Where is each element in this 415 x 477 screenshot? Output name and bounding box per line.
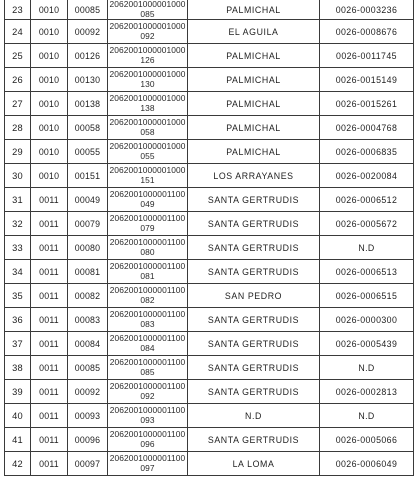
- cadastral-number-cell: [108, 92, 188, 116]
- row-number-cell: 34: [5, 260, 31, 284]
- table-row: [5, 44, 414, 68]
- table-row: [5, 380, 414, 404]
- sector-code-cell: 0011: [31, 284, 68, 308]
- table-row: [5, 140, 414, 164]
- parcel-code-cell: 00126: [68, 44, 108, 68]
- vereda-cell: PALMICHAL: [188, 116, 320, 140]
- sector-code-cell: 0011: [31, 428, 68, 452]
- table-row: [5, 116, 414, 140]
- property-table: [4, 0, 414, 476]
- vereda-cell: EL AGUILA: [188, 20, 320, 44]
- table-row: [5, 92, 414, 116]
- parcel-code-cell: 00092: [68, 380, 108, 404]
- matricula-cell: 0026-0000300: [320, 308, 414, 332]
- row-number-cell: 25: [5, 44, 31, 68]
- table-row: [5, 212, 414, 236]
- sector-code-cell: 0010: [31, 20, 68, 44]
- cadastral-number-suffix: 058: [140, 126, 155, 137]
- table-row: [5, 428, 414, 452]
- table-row: [5, 356, 414, 380]
- sector-code-cell: 0010: [31, 44, 68, 68]
- cadastral-number-cell: [108, 236, 188, 260]
- cadastral-number-suffix: 083: [140, 318, 155, 329]
- row-number-cell: 32: [5, 212, 31, 236]
- parcel-code-cell: 00092: [68, 20, 108, 44]
- table-row: [5, 452, 414, 476]
- table-row: [5, 236, 414, 260]
- cadastral-number-suffix: 151: [140, 174, 155, 185]
- matricula-cell: 0026-0005066: [320, 428, 414, 452]
- parcel-code-cell: 00130: [68, 68, 108, 92]
- parcel-code-cell: 00085: [68, 356, 108, 380]
- parcel-code-cell: 00083: [68, 308, 108, 332]
- sector-code-cell: 0010: [31, 68, 68, 92]
- cadastral-number-line: 2062001000001000: [109, 69, 186, 80]
- sector-code-cell: 0011: [31, 356, 68, 380]
- table-row: [5, 188, 414, 212]
- row-number-cell: 23: [5, 0, 31, 20]
- cadastral-number-line: 2062001000001000: [109, 93, 186, 104]
- cadastral-number-suffix: 096: [140, 438, 155, 449]
- row-number-cell: 37: [5, 332, 31, 356]
- sector-code-cell: 0010: [31, 92, 68, 116]
- parcel-code-cell: 00058: [68, 116, 108, 140]
- vereda-cell: PALMICHAL: [188, 92, 320, 116]
- table-row: [5, 308, 414, 332]
- parcel-code-cell: 00080: [68, 236, 108, 260]
- cadastral-number-line: 2062001000001100: [109, 381, 186, 392]
- cadastral-number-line: 2062001000001100: [109, 285, 186, 296]
- matricula-cell: 0026-0005439: [320, 332, 414, 356]
- parcel-code-cell: 00055: [68, 140, 108, 164]
- vereda-cell: SANTA GERTRUDIS: [188, 308, 320, 332]
- row-number-cell: 42: [5, 452, 31, 476]
- cadastral-number-cell: [108, 284, 188, 308]
- cadastral-number-line: 2062001000001000: [109, 21, 186, 32]
- cadastral-number-cell: [108, 164, 188, 188]
- cadastral-number-line: 2062001000001000: [109, 141, 186, 152]
- sector-code-cell: 0011: [31, 188, 68, 212]
- vereda-cell: SANTA GERTRUDIS: [188, 356, 320, 380]
- table-row: [5, 20, 414, 44]
- sector-code-cell: 0010: [31, 116, 68, 140]
- parcel-code-cell: 00049: [68, 188, 108, 212]
- matricula-cell: 0026-0006515: [320, 284, 414, 308]
- sector-code-cell: 0010: [31, 164, 68, 188]
- row-number-cell: 40: [5, 404, 31, 428]
- matricula-cell: 0026-0011745: [320, 44, 414, 68]
- row-number-cell: 36: [5, 308, 31, 332]
- matricula-cell: 0026-0015261: [320, 92, 414, 116]
- cadastral-number-suffix: 079: [140, 222, 155, 233]
- cadastral-number-cell: [108, 140, 188, 164]
- vereda-cell: PALMICHAL: [188, 68, 320, 92]
- table-row: [5, 332, 414, 356]
- cadastral-number-line: 2062001000001100: [109, 357, 186, 368]
- sector-code-cell: 0011: [31, 452, 68, 476]
- matricula-cell: 0026-0006049: [320, 452, 414, 476]
- cadastral-number-cell: [108, 0, 188, 20]
- matricula-cell: N.D: [320, 356, 414, 380]
- cadastral-number-line: 2062001000001000: [109, 117, 186, 128]
- cadastral-number-suffix: 049: [140, 198, 155, 209]
- cadastral-number-cell: [108, 260, 188, 284]
- cadastral-number-line: 2062001000001100: [109, 405, 186, 416]
- cadastral-number-suffix: 093: [140, 414, 155, 425]
- vereda-cell: PALMICHAL: [188, 0, 320, 20]
- row-number-cell: 27: [5, 92, 31, 116]
- row-number-cell: 38: [5, 356, 31, 380]
- parcel-code-cell: 00097: [68, 452, 108, 476]
- cadastral-number-line: 2062001000001100: [109, 333, 186, 344]
- sector-code-cell: 0010: [31, 140, 68, 164]
- row-number-cell: 35: [5, 284, 31, 308]
- parcel-code-cell: 00085: [68, 0, 108, 20]
- parcel-code-cell: 00079: [68, 212, 108, 236]
- table-row: [5, 164, 414, 188]
- cadastral-number-suffix: 130: [140, 78, 155, 89]
- row-number-cell: 39: [5, 380, 31, 404]
- cadastral-number-suffix: 082: [140, 294, 155, 305]
- parcel-code-cell: 00082: [68, 284, 108, 308]
- vereda-cell: PALMICHAL: [188, 44, 320, 68]
- matricula-cell: 0026-0006512: [320, 188, 414, 212]
- cadastral-number-suffix: 126: [140, 54, 155, 65]
- vereda-cell: LOS ARRAYANES: [188, 164, 320, 188]
- matricula-cell: 0026-0005672: [320, 212, 414, 236]
- parcel-code-cell: 00081: [68, 260, 108, 284]
- vereda-cell: SANTA GERTRUDIS: [188, 212, 320, 236]
- sector-code-cell: 0011: [31, 236, 68, 260]
- matricula-cell: 0026-0008676: [320, 20, 414, 44]
- vereda-cell: SAN PEDRO: [188, 284, 320, 308]
- table-row: [5, 404, 414, 428]
- cadastral-number-cell: [108, 20, 188, 44]
- cadastral-number-suffix: 085: [140, 366, 155, 377]
- parcel-code-cell: 00093: [68, 404, 108, 428]
- cadastral-number-line: 2062001000001000: [109, 165, 186, 176]
- parcel-code-cell: 00151: [68, 164, 108, 188]
- matricula-cell: N.D: [320, 236, 414, 260]
- cadastral-number-suffix: 055: [140, 150, 155, 161]
- table-row: [5, 68, 414, 92]
- sector-code-cell: 0011: [31, 404, 68, 428]
- row-number-cell: 29: [5, 140, 31, 164]
- vereda-cell: N.D: [188, 404, 320, 428]
- sector-code-cell: 0011: [31, 332, 68, 356]
- cadastral-number-line: 2062001000001100: [109, 213, 186, 224]
- row-number-cell: 31: [5, 188, 31, 212]
- cadastral-number-suffix: 138: [140, 102, 155, 113]
- cadastral-number-cell: [108, 404, 188, 428]
- table-row: [5, 260, 414, 284]
- cadastral-number-cell: [108, 308, 188, 332]
- vereda-cell: PALMICHAL: [188, 140, 320, 164]
- matricula-cell: 0026-0003236: [320, 0, 414, 20]
- cadastral-number-cell: [108, 428, 188, 452]
- cadastral-number-cell: [108, 332, 188, 356]
- cadastral-number-line: 2062001000001000: [109, 0, 186, 9]
- cadastral-number-line: 2062001000001100: [109, 189, 186, 200]
- cadastral-number-cell: [108, 380, 188, 404]
- row-number-cell: 26: [5, 68, 31, 92]
- matricula-cell: 0026-0015149: [320, 68, 414, 92]
- vereda-cell: SANTA GERTRUDIS: [188, 380, 320, 404]
- parcel-code-cell: 00084: [68, 332, 108, 356]
- cadastral-number-cell: [108, 356, 188, 380]
- sector-code-cell: 0010: [31, 0, 68, 20]
- row-number-cell: 28: [5, 116, 31, 140]
- cadastral-number-suffix: 085: [140, 8, 155, 19]
- cadastral-number-cell: [108, 116, 188, 140]
- row-number-cell: 33: [5, 236, 31, 260]
- cadastral-number-line: 2062001000001100: [109, 429, 186, 440]
- cadastral-number-line: 2062001000001100: [109, 309, 186, 320]
- cadastral-number-suffix: 080: [140, 246, 155, 257]
- matricula-cell: 0026-0002813: [320, 380, 414, 404]
- cadastral-number-suffix: 097: [140, 462, 155, 473]
- sector-code-cell: 0011: [31, 380, 68, 404]
- table-row: [5, 284, 414, 308]
- matricula-cell: 0026-0006835: [320, 140, 414, 164]
- matricula-cell: 0026-0006513: [320, 260, 414, 284]
- cadastral-number-line: 2062001000001100: [109, 237, 186, 248]
- parcel-code-cell: 00138: [68, 92, 108, 116]
- cadastral-number-suffix: 084: [140, 342, 155, 353]
- vereda-cell: SANTA GERTRUDIS: [188, 236, 320, 260]
- matricula-cell: N.D: [320, 404, 414, 428]
- row-number-cell: 30: [5, 164, 31, 188]
- vereda-cell: SANTA GERTRUDIS: [188, 260, 320, 284]
- vereda-cell: LA LOMA: [188, 452, 320, 476]
- cadastral-number-cell: [108, 44, 188, 68]
- matricula-cell: 0026-0004768: [320, 116, 414, 140]
- cadastral-number-suffix: 081: [140, 270, 155, 281]
- cadastral-number-suffix: 092: [140, 30, 155, 41]
- vereda-cell: SANTA GERTRUDIS: [188, 188, 320, 212]
- parcel-code-cell: 00096: [68, 428, 108, 452]
- cadastral-number-line: 2062001000001000: [109, 45, 186, 56]
- property-table-body: [5, 0, 414, 476]
- sector-code-cell: 0011: [31, 260, 68, 284]
- row-number-cell: 24: [5, 20, 31, 44]
- cadastral-number-cell: [108, 212, 188, 236]
- row-number-cell: 41: [5, 428, 31, 452]
- cadastral-number-suffix: 092: [140, 390, 155, 401]
- table-row: [5, 0, 414, 20]
- cadastral-number-cell: [108, 452, 188, 476]
- sector-code-cell: 0011: [31, 308, 68, 332]
- cadastral-number-cell: [108, 188, 188, 212]
- vereda-cell: SANTA GERTRUDIS: [188, 332, 320, 356]
- vereda-cell: SANTA GERTRUDIS: [188, 428, 320, 452]
- cadastral-number-line: 2062001000001100: [109, 453, 186, 464]
- cadastral-number-line: 2062001000001100: [109, 261, 186, 272]
- matricula-cell: 0026-0020084: [320, 164, 414, 188]
- cadastral-number-cell: [108, 68, 188, 92]
- sector-code-cell: 0011: [31, 212, 68, 236]
